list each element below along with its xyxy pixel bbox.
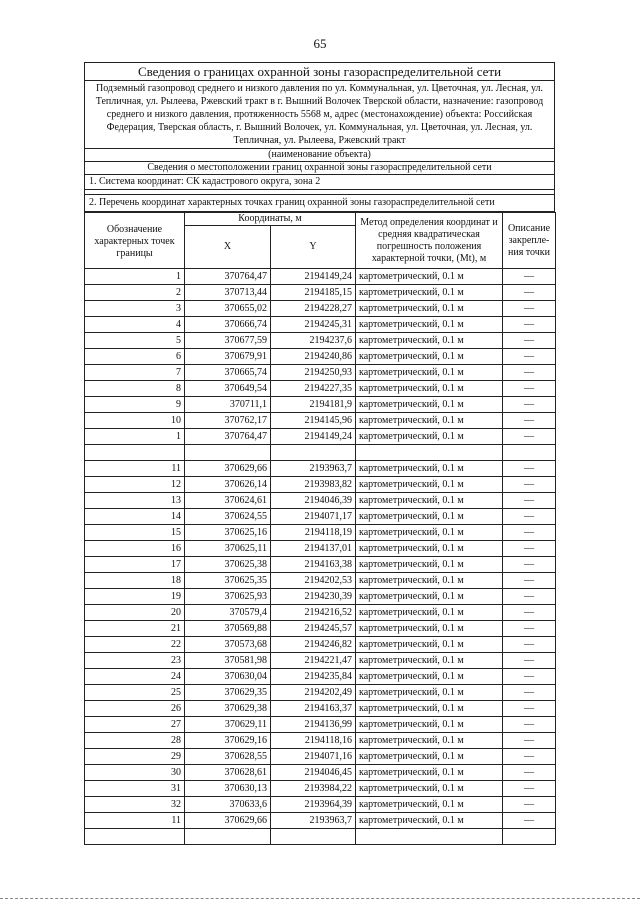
coord-y: 2194235,84 [271, 669, 356, 685]
table-row [85, 365, 556, 381]
table-row [85, 685, 556, 701]
fixing: — [503, 365, 556, 381]
coord-x: 370624,61 [185, 493, 271, 509]
method: картометрический, 0.1 м [356, 413, 503, 429]
point-id [85, 445, 185, 461]
document-frame [84, 62, 555, 845]
header-y: Y [271, 226, 356, 269]
coord-y: 2193963,7 [271, 461, 356, 477]
table-row [85, 637, 556, 653]
method: картометрический, 0.1 м [356, 477, 503, 493]
coord-y: 2194237,6 [271, 333, 356, 349]
fixing: — [503, 669, 556, 685]
fixing: — [503, 557, 556, 573]
coord-x: 370629,66 [185, 461, 271, 477]
table-row [85, 589, 556, 605]
header-fixing: Описание закрепле-ния точки [503, 213, 556, 269]
document-title: Сведения о границах охранной зоны газораспределительной сети [85, 63, 555, 81]
coord-x: 370581,98 [185, 653, 271, 669]
coord-x: 370633,6 [185, 797, 271, 813]
point-id: 23 [85, 653, 185, 669]
method: картометрический, 0.1 м [356, 813, 503, 829]
coord-x: 370764,47 [185, 429, 271, 445]
coord-x: 370677,59 [185, 333, 271, 349]
location-heading: Сведения о местоположении границ охранной зоны газораспределительной сети [85, 162, 555, 175]
coord-x: 370626,14 [185, 477, 271, 493]
point-id: 3 [85, 301, 185, 317]
fixing [503, 445, 556, 461]
header-coordinates: Координаты, м [185, 213, 356, 226]
fixing: — [503, 733, 556, 749]
table-row [85, 333, 556, 349]
coord-x: 370628,55 [185, 749, 271, 765]
fixing: — [503, 813, 556, 829]
table-row [85, 381, 556, 397]
method: картометрический, 0.1 м [356, 685, 503, 701]
point-id: 17 [85, 557, 185, 573]
point-id: 18 [85, 573, 185, 589]
point-id: 26 [85, 701, 185, 717]
fixing: — [503, 381, 556, 397]
table-row [85, 429, 556, 445]
method: картометрический, 0.1 м [356, 333, 503, 349]
coord-y: 2194245,31 [271, 317, 356, 333]
coord-x: 370764,47 [185, 269, 271, 285]
fixing: — [503, 573, 556, 589]
fixing: — [503, 349, 556, 365]
fixing: — [503, 317, 556, 333]
table-row [85, 573, 556, 589]
coord-y [271, 445, 356, 461]
table-row [85, 301, 556, 317]
table-row [85, 509, 556, 525]
coord-system: 1. Система координат: СК кадастрового округа, зона 2 [85, 175, 555, 190]
fixing: — [503, 493, 556, 509]
coord-x: 370679,91 [185, 349, 271, 365]
method: картометрический, 0.1 м [356, 621, 503, 637]
method: картометрический, 0.1 м [356, 749, 503, 765]
fixing: — [503, 749, 556, 765]
point-id: 20 [85, 605, 185, 621]
table-row [85, 653, 556, 669]
table-row [85, 749, 556, 765]
coord-x: 370713,44 [185, 285, 271, 301]
method: картометрический, 0.1 м [356, 589, 503, 605]
table-row [85, 413, 556, 429]
coord-y: 2194240,86 [271, 349, 356, 365]
bottom-rule [0, 898, 640, 900]
coord-x: 370665,74 [185, 365, 271, 381]
coord-x: 370630,04 [185, 669, 271, 685]
fixing: — [503, 701, 556, 717]
point-id: 1 [85, 269, 185, 285]
fixing: — [503, 621, 556, 637]
table-row [85, 669, 556, 685]
point-id: 12 [85, 477, 185, 493]
table-row [85, 525, 556, 541]
points-list-title: 2. Перечень координат характерных точках границ охранной зоны газораспределительной сети [85, 195, 555, 212]
coord-x: 370625,16 [185, 525, 271, 541]
table-row [85, 269, 556, 285]
coord-y: 2194118,16 [271, 733, 356, 749]
point-id: 11 [85, 813, 185, 829]
coord-x: 370573,68 [185, 637, 271, 653]
coord-x: 370629,35 [185, 685, 271, 701]
coord-y: 2194185,15 [271, 285, 356, 301]
point-id: 7 [85, 365, 185, 381]
point-id: 31 [85, 781, 185, 797]
point-id: 4 [85, 317, 185, 333]
coord-y [271, 829, 356, 845]
header-x: X [185, 226, 271, 269]
point-id: 6 [85, 349, 185, 365]
point-id: 9 [85, 397, 185, 413]
method: картометрический, 0.1 м [356, 669, 503, 685]
coord-x: 370625,93 [185, 589, 271, 605]
coord-x: 370762,17 [185, 413, 271, 429]
method: картометрический, 0.1 м [356, 605, 503, 621]
fixing: — [503, 781, 556, 797]
coord-y: 2194163,37 [271, 701, 356, 717]
coord-x [185, 445, 271, 461]
method [356, 829, 503, 845]
method: картометрический, 0.1 м [356, 701, 503, 717]
coordinates-table [84, 212, 556, 845]
coord-x: 370711,1 [185, 397, 271, 413]
object-description: Подземный газопровод среднего и низкого давления по ул. Коммунальная, ул. Цветочная, ул. Лесная, ул. Тепличная, ул. Рылеева, Ржевский тракт в г. Вышний Волочек Тверской области, назначение: газопровод среднего и низкого давления, протяженность 5568 м, адрес (местонахождение) объекта: Российская Федерация, Тверская область, г. Вышний Волочек, ул. Коммунальная, ул. Цветочная, ул. Лесная, ул. Тепличная, ул. Рылеева, Ржевский тракт [85, 81, 555, 149]
method: картометрический, 0.1 м [356, 765, 503, 781]
coordinates-body [85, 269, 556, 845]
method: картометрический, 0.1 м [356, 349, 503, 365]
coord-y: 2193984,22 [271, 781, 356, 797]
coord-y: 2194145,96 [271, 413, 356, 429]
point-id: 5 [85, 333, 185, 349]
table-row [85, 765, 556, 781]
fixing [503, 829, 556, 845]
fixing: — [503, 525, 556, 541]
point-id: 24 [85, 669, 185, 685]
fixing: — [503, 413, 556, 429]
coord-y: 2194221,47 [271, 653, 356, 669]
coord-y: 2193963,7 [271, 813, 356, 829]
method: картометрический, 0.1 м [356, 573, 503, 589]
point-id: 25 [85, 685, 185, 701]
coord-y: 2194118,19 [271, 525, 356, 541]
method: картометрический, 0.1 м [356, 429, 503, 445]
method: картометрический, 0.1 м [356, 317, 503, 333]
method: картометрический, 0.1 м [356, 381, 503, 397]
table-row [85, 605, 556, 621]
point-id: 15 [85, 525, 185, 541]
coord-y: 2194246,82 [271, 637, 356, 653]
coord-x: 370628,61 [185, 765, 271, 781]
table-row [85, 621, 556, 637]
point-id: 27 [85, 717, 185, 733]
coord-y: 2194216,52 [271, 605, 356, 621]
method: картометрический, 0.1 м [356, 797, 503, 813]
table-row [85, 717, 556, 733]
point-id: 13 [85, 493, 185, 509]
coord-x: 370629,16 [185, 733, 271, 749]
table-row [85, 477, 556, 493]
method: картометрический, 0.1 м [356, 269, 503, 285]
method: картометрический, 0.1 м [356, 653, 503, 669]
point-id: 21 [85, 621, 185, 637]
table-row [85, 461, 556, 477]
table-row [85, 349, 556, 365]
method: картометрический, 0.1 м [356, 493, 503, 509]
coord-x: 370629,38 [185, 701, 271, 717]
fixing: — [503, 397, 556, 413]
fixing: — [503, 461, 556, 477]
coord-x [185, 829, 271, 845]
table-row [85, 493, 556, 509]
coord-y: 2194071,17 [271, 509, 356, 525]
coord-x: 370629,66 [185, 813, 271, 829]
table-row [85, 317, 556, 333]
method: картометрический, 0.1 м [356, 733, 503, 749]
coord-y: 2194046,45 [271, 765, 356, 781]
coord-y: 2193983,82 [271, 477, 356, 493]
coord-y: 2194202,49 [271, 685, 356, 701]
fixing: — [503, 333, 556, 349]
table-row [85, 733, 556, 749]
point-id: 2 [85, 285, 185, 301]
coord-y: 2194137,01 [271, 541, 356, 557]
method: картометрический, 0.1 м [356, 717, 503, 733]
method: картометрический, 0.1 м [356, 781, 503, 797]
fixing: — [503, 429, 556, 445]
header-designation: Обозначение характерных точек границы [85, 213, 185, 269]
coord-x: 370625,35 [185, 573, 271, 589]
fixing: — [503, 509, 556, 525]
table-row [85, 701, 556, 717]
coord-y: 2194149,24 [271, 269, 356, 285]
fixing: — [503, 285, 556, 301]
fixing: — [503, 653, 556, 669]
method: картометрический, 0.1 м [356, 557, 503, 573]
coord-x: 370655,02 [185, 301, 271, 317]
point-id: 28 [85, 733, 185, 749]
fixing: — [503, 589, 556, 605]
method: картометрический, 0.1 м [356, 301, 503, 317]
coord-y: 2194250,93 [271, 365, 356, 381]
fixing: — [503, 797, 556, 813]
fixing: — [503, 301, 556, 317]
method: картометрический, 0.1 м [356, 509, 503, 525]
coord-x: 370625,38 [185, 557, 271, 573]
method: картометрический, 0.1 м [356, 285, 503, 301]
coord-y: 2194071,16 [271, 749, 356, 765]
table-row [85, 557, 556, 573]
coord-y: 2194202,53 [271, 573, 356, 589]
point-id: 32 [85, 797, 185, 813]
point-id: 19 [85, 589, 185, 605]
table-row [85, 781, 556, 797]
coord-y: 2194149,24 [271, 429, 356, 445]
object-caption: (наименование объекта) [85, 149, 555, 162]
point-id: 11 [85, 461, 185, 477]
fixing: — [503, 605, 556, 621]
coord-y: 2194228,27 [271, 301, 356, 317]
coord-x: 370629,11 [185, 717, 271, 733]
coord-y: 2194136,99 [271, 717, 356, 733]
table-row [85, 797, 556, 813]
fixing: — [503, 717, 556, 733]
coord-x: 370630,13 [185, 781, 271, 797]
table-row [85, 285, 556, 301]
point-id: 10 [85, 413, 185, 429]
table-row [85, 445, 556, 461]
coord-y: 2194163,38 [271, 557, 356, 573]
point-id: 29 [85, 749, 185, 765]
point-id: 22 [85, 637, 185, 653]
coord-x: 370569,88 [185, 621, 271, 637]
page-number: 65 [313, 36, 327, 51]
coord-y: 2194046,39 [271, 493, 356, 509]
method: картометрический, 0.1 м [356, 637, 503, 653]
coord-x: 370666,74 [185, 317, 271, 333]
header-table [84, 62, 555, 212]
table-row [85, 829, 556, 845]
coord-x: 370579,4 [185, 605, 271, 621]
point-id [85, 829, 185, 845]
point-id: 30 [85, 765, 185, 781]
coord-y: 2194181,9 [271, 397, 356, 413]
fixing: — [503, 685, 556, 701]
method: картометрический, 0.1 м [356, 397, 503, 413]
method [356, 445, 503, 461]
point-id: 1 [85, 429, 185, 445]
method: картометрический, 0.1 м [356, 541, 503, 557]
coord-y: 2194227,35 [271, 381, 356, 397]
fixing: — [503, 765, 556, 781]
coord-y: 2194230,39 [271, 589, 356, 605]
table-row [85, 813, 556, 829]
fixing: — [503, 269, 556, 285]
coord-x: 370624,55 [185, 509, 271, 525]
fixing: — [503, 477, 556, 493]
coord-y: 2193964,39 [271, 797, 356, 813]
fixing: — [503, 541, 556, 557]
point-id: 14 [85, 509, 185, 525]
method: картометрический, 0.1 м [356, 461, 503, 477]
method: картометрический, 0.1 м [356, 525, 503, 541]
table-row [85, 541, 556, 557]
coord-x: 370649,54 [185, 381, 271, 397]
header-method: Метод определения координат и средняя квадратическая погрешность положения характерной точки, (Mt), м [356, 213, 503, 269]
coord-x: 370625,11 [185, 541, 271, 557]
method: картометрический, 0.1 м [356, 365, 503, 381]
point-id: 8 [85, 381, 185, 397]
point-id: 16 [85, 541, 185, 557]
table-row [85, 397, 556, 413]
fixing: — [503, 637, 556, 653]
coord-y: 2194245,57 [271, 621, 356, 637]
